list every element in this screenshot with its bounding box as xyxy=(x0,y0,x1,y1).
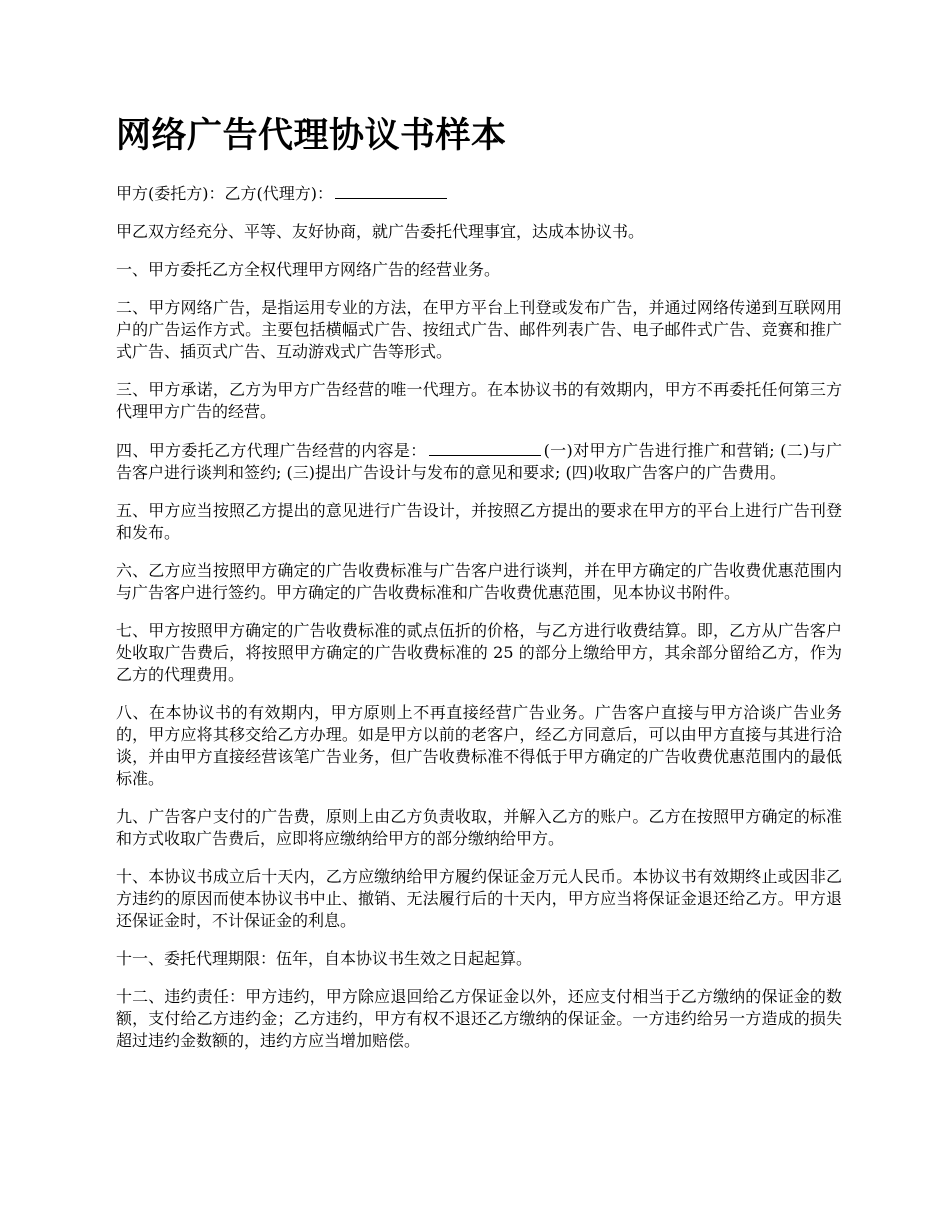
clause-4-prefix: 四、甲方委托乙方代理广告经营的内容是： xyxy=(116,441,427,460)
clause-4-suffix: (一)对甲方广告进行推广和营销; (二)与广告客户进行谈判和签约; (三)提出广告设计与发布的意见和要求; (四)收取广告客户的广告费用。 xyxy=(116,441,842,482)
clause-5: 五、甲方应当按照乙方提出的意见进行广告设计，并按照乙方提出的要求在甲方的平台上进行广告刊登和发布。 xyxy=(116,501,842,542)
clause-12: 十二、违约责任：甲方违约，甲方除应退回给乙方保证金以外，还应支付相当于乙方缴纳的保证金的数额，支付给乙方违约金；乙方违约，甲方有权不退还乙方缴纳的保证金。一方违约给另一方造成的损失超过违约金数额的，违约方应当增加赔偿。 xyxy=(116,987,842,1050)
clause-4-blank xyxy=(429,439,541,456)
clause-9: 九、广告客户支付的广告费，原则上由乙方负责收取，并解入乙方的账户。乙方在按照甲方确定的标准和方式收取广告费后，应即将应缴纳给甲方的部分缴纳给甲方。 xyxy=(116,807,842,848)
clause-8: 八、在本协议书的有效期内，甲方原则上不再直接经营广告业务。广告客户直接与甲方洽谈广告业务的，甲方应将其移交给乙方办理。如是甲方以前的老客户，经乙方同意后，可以由甲方直接与其进行洽谈，并由甲方直接经营该笔广告业务，但广告收费标准不得低于甲方确定的广告收费优惠范围内的最低标准。 xyxy=(116,703,842,788)
clause-10: 十、本协议书成立后十天内，乙方应缴纳给甲方履约保证金万元人民币。本协议书有效期终止或因非乙方违约的原因而使本协议书中止、撤销、无法履行后的十天内，甲方应当将保证金退还给乙方。甲方退还保证金时，不计保证金的利息。 xyxy=(116,867,842,930)
clause-4 xyxy=(116,439,842,484)
document-title: 网络广告代理协议书样本 xyxy=(116,116,507,156)
clause-7: 七、甲方按照甲方确定的广告收费标准的贰点伍折的价格，与乙方进行收费结算。即，乙方从广告客户处收取广告费后，将按照甲方确定的广告收费标准的 25 的部分上缴给甲方，其余部分留给乙方，作为乙方的代理费用。 xyxy=(116,621,842,684)
party-b-blank xyxy=(335,182,447,199)
clause-1: 一、甲方委托乙方全权代理甲方网络广告的经营业务。 xyxy=(116,260,501,279)
clause-3: 三、甲方承诺，乙方为甲方广告经营的唯一代理方。在本协议书的有效期内，甲方不再委托任何第三方代理甲方广告的经营。 xyxy=(116,380,842,421)
parties-line xyxy=(116,182,842,205)
intro-paragraph: 甲乙双方经充分、平等、友好协商，就广告委托代理事宜，达成本协议书。 xyxy=(116,222,645,241)
parties-label: 甲方(委托方)：乙方(代理方)： xyxy=(116,184,333,203)
clause-11: 十一、委托代理期限：伍年，自本协议书生效之日起起算。 xyxy=(116,949,533,968)
document-page xyxy=(116,108,842,1068)
clause-6: 六、乙方应当按照甲方确定的广告收费标准与广告客户进行谈判，并在甲方确定的广告收费优惠范围内与广告客户进行签约。甲方确定的广告收费标准和广告收费优惠范围，见本协议书附件。 xyxy=(116,561,842,602)
clause-2: 二、甲方网络广告，是指运用专业的方法，在甲方平台上刊登或发布广告，并通过网络传递到互联网用户的广告运作方式。主要包括横幅式广告、按纽式广告、邮件列表广告、电子邮件式广告、竞赛和推广式广告、插页式广告、互动游戏式广告等形式。 xyxy=(116,298,842,361)
